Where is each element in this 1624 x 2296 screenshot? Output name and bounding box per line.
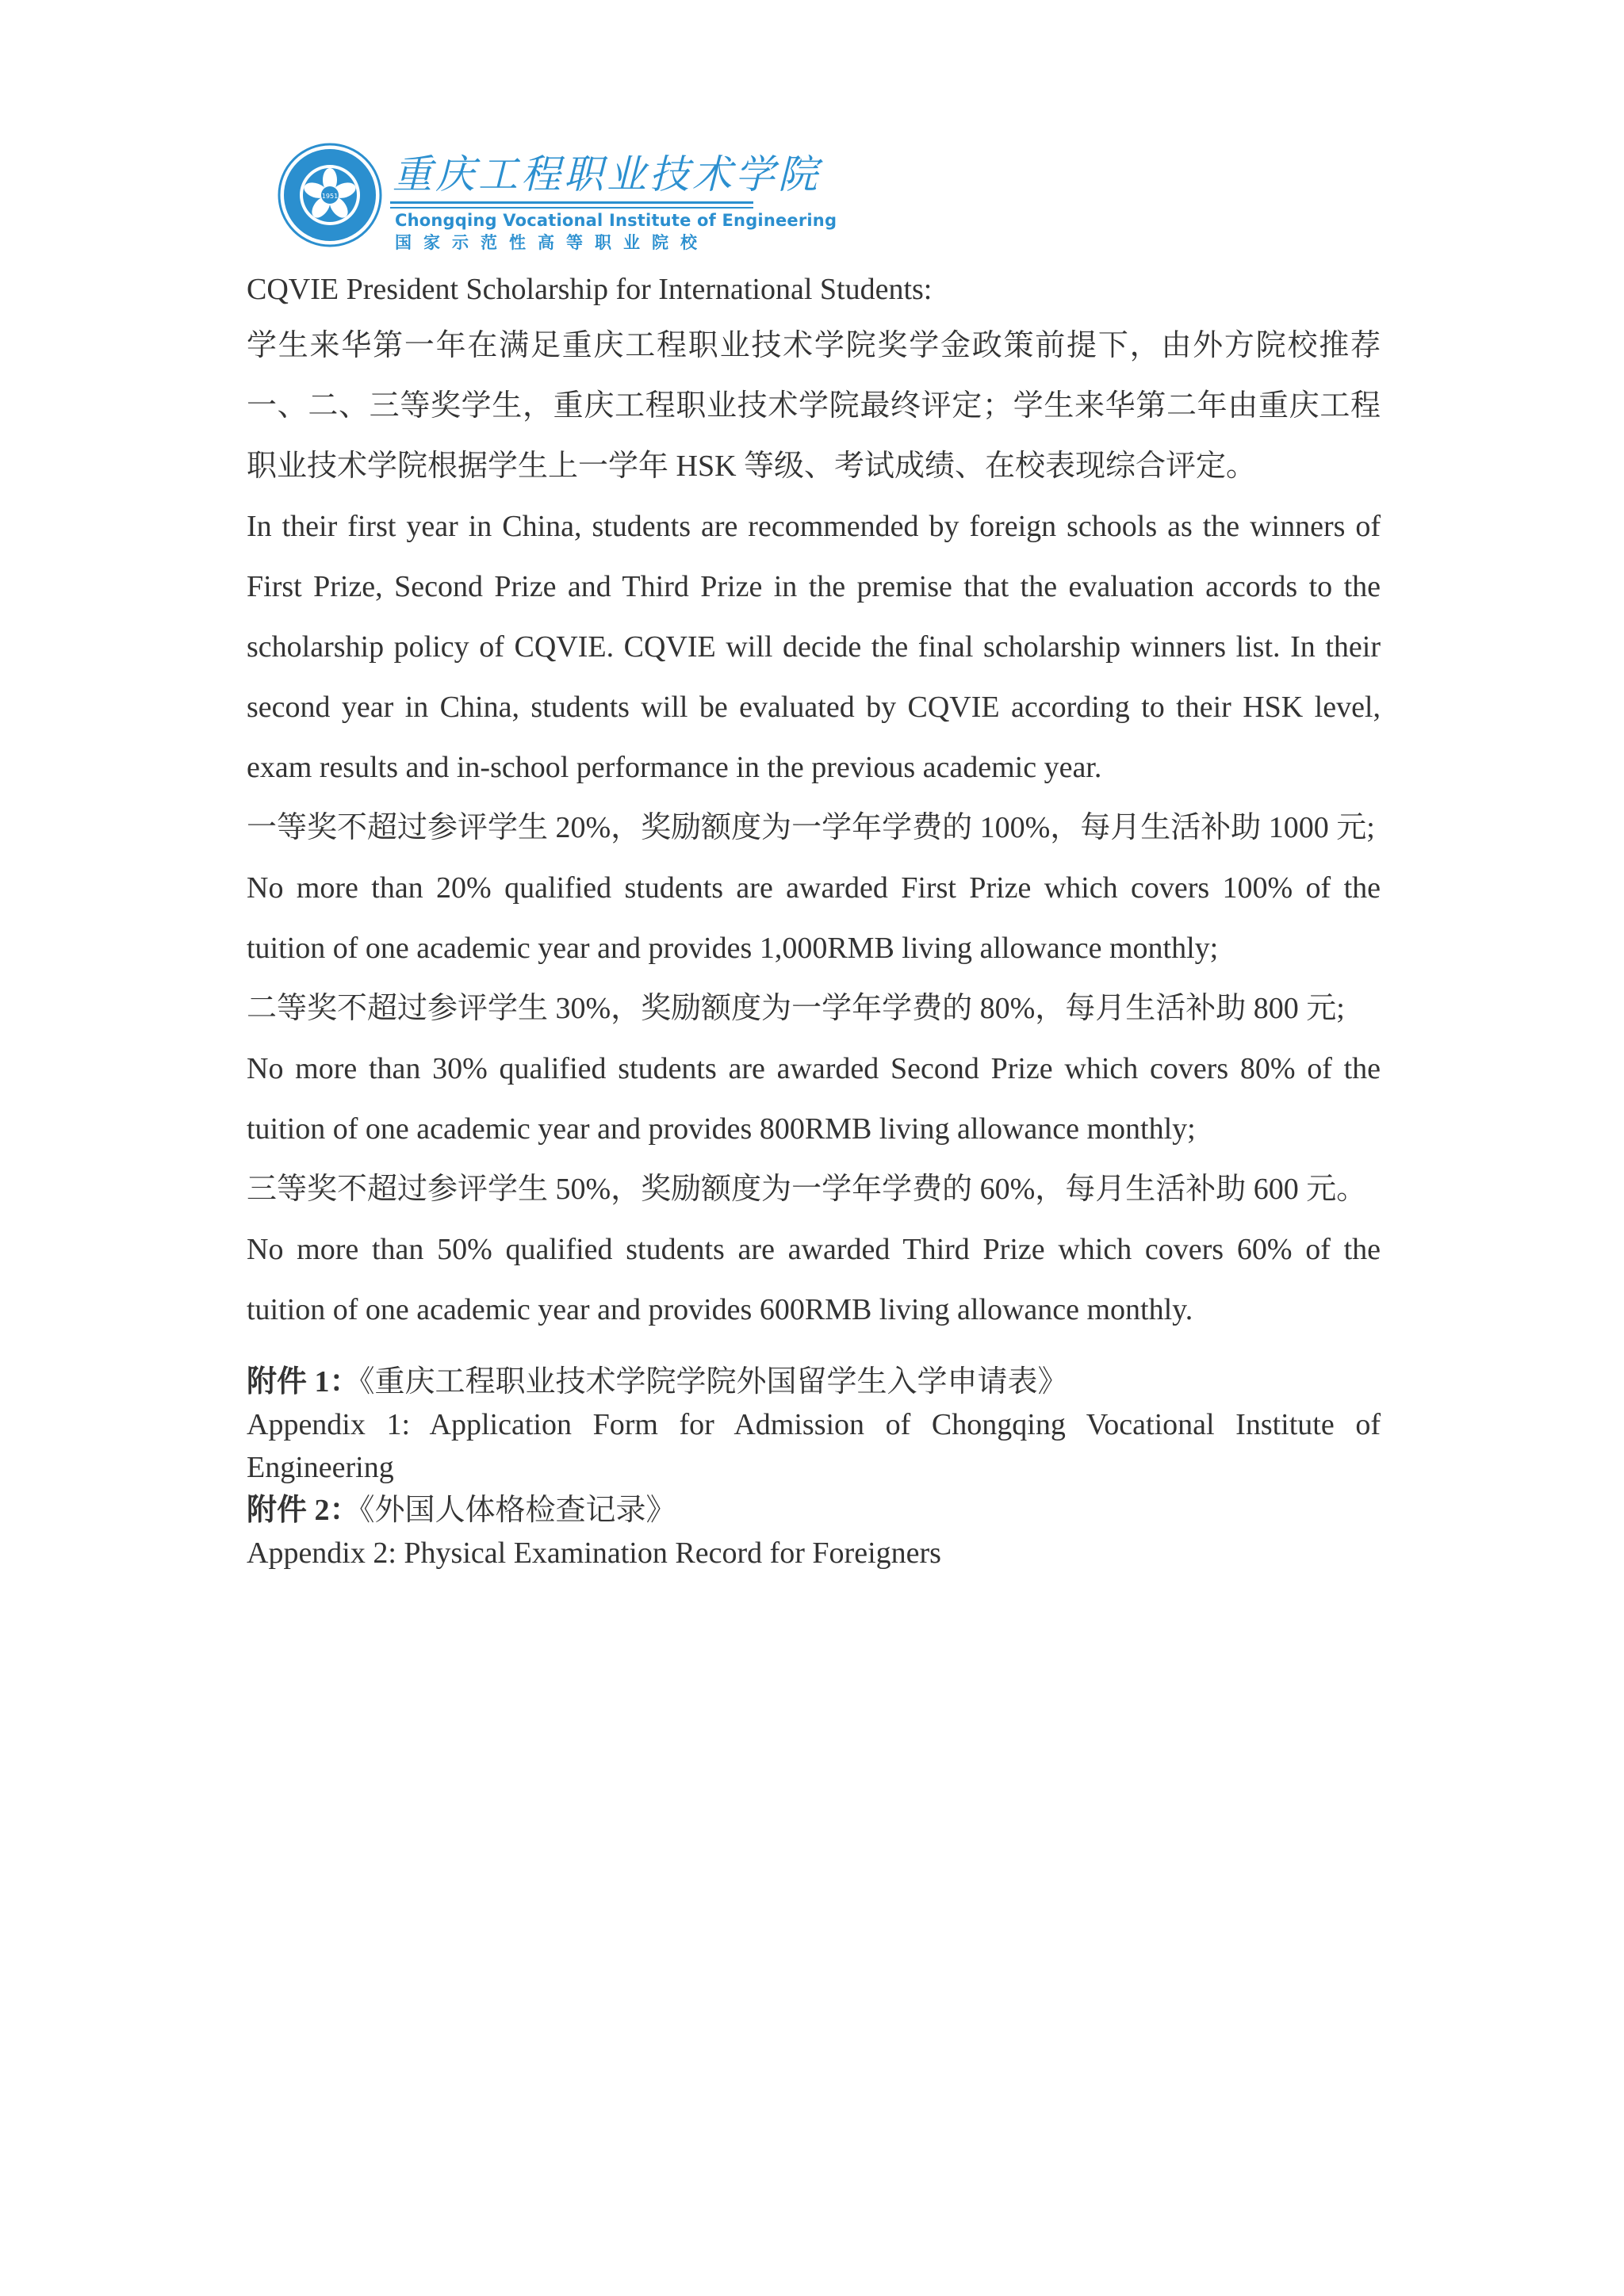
- logo-divider-thin: [390, 207, 753, 209]
- logo-subtitle-cn: 国家示范性高等职业院校: [395, 233, 709, 252]
- appendix-2-label: 附件 2：: [247, 1494, 360, 1527]
- paragraph-second-prize-cn: 二等奖不超过参评学生 30%，奖励额度为一学年学费的 80%，每月生活补助 800 元;: [247, 992, 1345, 1025]
- document-title: CQVIE President Scholarship for International Students:: [247, 273, 933, 306]
- paragraph-third-prize-cn: 三等奖不超过参评学生 50%，奖励额度为一学年学费的 60%，每月生活补助 600 元。: [247, 1173, 1367, 1206]
- institute-logo: [278, 141, 837, 252]
- appendix-1-cn: [247, 1360, 1381, 1403]
- paragraph-first-prize-cn: 一等奖不超过参评学生 20%，奖励额度为一学年学费的 100%，每月生活补助 1000 元;: [247, 811, 1375, 844]
- document-body: [247, 266, 1381, 1575]
- appendix-1-en: Appendix 1: Application Form for Admission of Chongqing Vocational Institute of Engineering: [247, 1408, 1381, 1484]
- appendix-1-title-cn: 《重庆工程职业技术学院学院外国留学生入学申请表》: [359, 1365, 1068, 1399]
- appendix-2-title-cn: 《外国人体格检查记录》: [359, 1494, 676, 1527]
- spacer: [247, 1340, 1381, 1360]
- paragraph-first-prize-en: No more than 20% qualified students are awarded First Prize which covers 100% of the tuition of one academic year and provides 1,000RMB living allowance monthly;: [247, 871, 1381, 965]
- svg-text:1951: 1951: [321, 193, 339, 200]
- logo-name-en: Chongqing Vocational Institute of Engineering: [395, 211, 837, 230]
- paragraph-intro-en: In their first year in China, students are recommended by foreign schools as the winners of First Prize, Second Prize and Third Prize in the premise that the evaluation accords to the scholarship policy of CQVIE. CQVIE will decide the final scholarship winners list. In their second year in China, students will be evaluated by CQVIE according to their HSK level, exam results and in-school performance in the previous academic year.: [247, 510, 1381, 784]
- seal-emblem-icon: [278, 143, 382, 247]
- paragraph-intro-cn: 学生来华第一年在满足重庆工程职业技术学院奖学金政策前提下，由外方院校推荐一、二、三等奖学生，重庆工程职业技术学院最终评定；学生来华第二年由重庆工程职业技术学院根据学生上一学年 HSK 等级、考试成绩、在校表现综合评定。: [247, 329, 1381, 483]
- logo-divider: [390, 201, 753, 204]
- appendix-2-cn: [247, 1489, 1381, 1532]
- appendix-2-en: Appendix 2: Physical Examination Record for Foreigners: [247, 1536, 941, 1570]
- paragraph-third-prize-en: No more than 50% qualified students are awarded Third Prize which covers 60% of the tuition of one academic year and provides 600RMB living allowance monthly.: [247, 1233, 1381, 1326]
- appendix-1-label: 附件 1：: [247, 1365, 360, 1399]
- logo-name-cn: 重庆工程职业技术学院: [393, 151, 821, 197]
- paragraph-second-prize-en: No more than 30% qualified students are awarded Second Prize which covers 80% of the tuition of one academic year and provides 800RMB living allowance monthly;: [247, 1052, 1381, 1146]
